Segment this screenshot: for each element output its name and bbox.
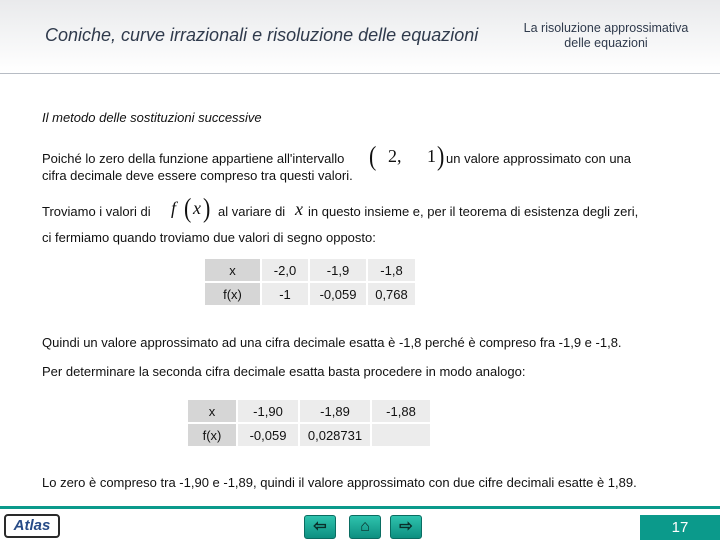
next-button[interactable] xyxy=(390,515,422,539)
paragraph-1-continuation: un valore approssimato con una xyxy=(446,151,632,166)
section-subtitle xyxy=(510,21,702,51)
paragraph-2-end: in questo insieme e, per il teorema di esistenza degli zeri, xyxy=(308,204,639,219)
variable-x xyxy=(295,199,303,220)
table-cell: -1 xyxy=(262,283,308,305)
interval-open-paren: ( xyxy=(369,139,377,171)
table-cell: -2,0 xyxy=(262,259,308,281)
paragraph-4: Per determinare la seconda cifra decimale esatta basta procedere in modo analogo: xyxy=(42,364,526,379)
paragraph-3: Quindi un valore approssimato ad una cifra decimale esatta è -1,8 perché è compreso fra -1,9 e -1,8. xyxy=(42,335,622,350)
table-cell: f(x) xyxy=(205,283,260,305)
paragraph-1-line1: Poiché lo zero della funzione appartiene all'intervallo xyxy=(42,151,345,166)
values-table-2 xyxy=(186,398,432,448)
function-argument xyxy=(193,198,201,219)
interval-close-paren: ) xyxy=(437,139,445,171)
footer-divider xyxy=(0,506,720,509)
home-icon: ⌂ xyxy=(360,518,370,535)
table-cell: -1,9 xyxy=(310,259,366,281)
function-argument-symbol: x xyxy=(193,198,201,218)
table-row xyxy=(205,283,415,305)
paragraph-2-middle: al variare di xyxy=(218,204,286,219)
table-cell: -1,8 xyxy=(368,259,415,281)
table-row xyxy=(205,259,415,281)
paragraph-2-line2: ci fermiamo quando troviamo due valori di segno opposto: xyxy=(42,230,376,245)
paragraph-5: Lo zero è compreso tra -1,90 e -1,89, quindi il valore approssimato con due cifre decimali esatte è 1,89. xyxy=(42,475,637,490)
table-cell: -1,89 xyxy=(300,400,370,422)
section-subtitle-line1: La risoluzione approssimativa xyxy=(523,21,689,35)
table-cell xyxy=(372,424,430,446)
table-cell: x xyxy=(205,259,260,281)
section-heading: Il metodo delle sostituzioni successive xyxy=(42,110,262,125)
function-close-paren: ) xyxy=(203,191,211,223)
page-number: 17 xyxy=(640,515,720,540)
function-open-paren: ( xyxy=(184,191,192,223)
header-divider xyxy=(0,73,720,74)
table-cell: x xyxy=(188,400,236,422)
home-button[interactable] xyxy=(349,515,381,539)
function-f xyxy=(171,198,176,219)
page-title: Coniche, curve irrazionali e risoluzione delle equazioni xyxy=(45,25,479,45)
interval-start: 2, xyxy=(388,146,402,166)
arrow-right-icon: ⇨ xyxy=(399,518,413,535)
table-row xyxy=(188,400,430,422)
atlas-logo: Atlas xyxy=(4,514,60,538)
table-cell: f(x) xyxy=(188,424,236,446)
table-cell: -0,059 xyxy=(238,424,298,446)
table-cell: -1,90 xyxy=(238,400,298,422)
paragraph-2-start: Troviamo i valori di xyxy=(42,204,151,219)
function-f-symbol: f xyxy=(171,198,177,218)
section-subtitle-line2: delle equazioni xyxy=(564,36,648,50)
table-cell: -1,88 xyxy=(372,400,430,422)
previous-button[interactable] xyxy=(304,515,336,539)
values-table-1 xyxy=(203,257,417,307)
table-row xyxy=(188,424,430,446)
variable-x-symbol: x xyxy=(295,199,303,219)
arrow-left-icon: ⇦ xyxy=(313,518,327,535)
table-cell: 0,768 xyxy=(368,283,415,305)
interval-end: 1 xyxy=(427,146,436,166)
table-cell: -0,059 xyxy=(310,283,366,305)
paragraph-1-line2: cifra decimale deve essere compreso tra questi valori. xyxy=(42,168,353,183)
table-cell: 0,028731 xyxy=(300,424,370,446)
